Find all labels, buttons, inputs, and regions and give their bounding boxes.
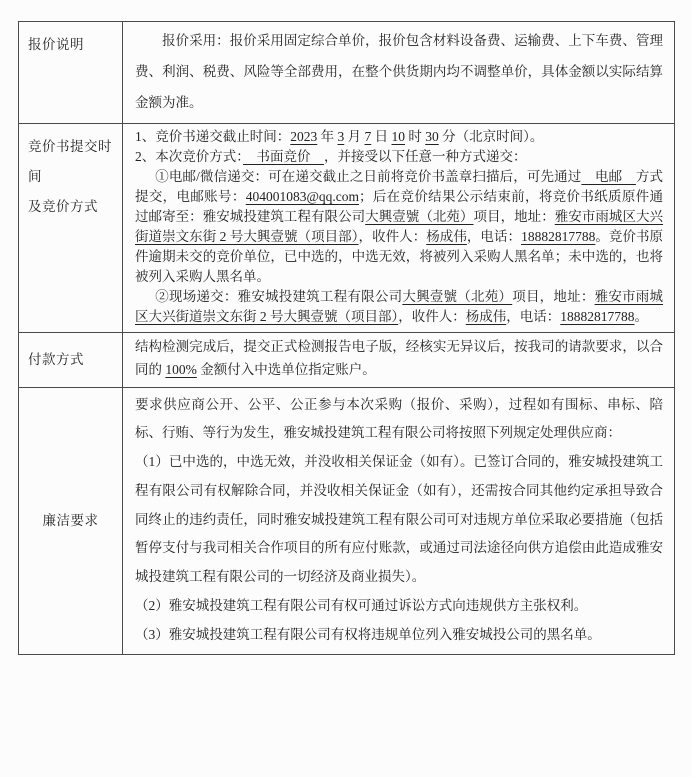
underlined-text: 18882817788 [521,228,596,244]
paragraph: （1）已中选的，中选无效，并没收相关保证金（如有）。已签订合同的，雅安城投建筑工程有限公司有权解除合同，并没收相关保证金（如有），还需按合同其他约定承担导致合同终止的违约责任，同时雅安城投建筑工程有限公司可对违规方单位采取必要措施（包括暂停支付与我司相关合作项目的所有应付账款，或通过司法途径向供方追偿由此造成雅安城投建筑工程有限公司的一切经济及商业损失）。 [135,454,663,585]
row-label-line: 报价说明 [28,37,84,52]
underlined-text: 雅安市雨城区大兴街道崇文东街 2 号大興壹號（项目部） [135,288,664,324]
underlined-text: 18882817788 [560,308,635,324]
paragraph: （3）雅安城投建筑工程有限公司有权将违规单位列入雅安城投公司的黑名单。 [135,626,601,642]
row-label [19,124,123,333]
underlined-text: 大興壹號（北苑） [402,288,513,304]
table-row [19,387,675,655]
underlined-text: 2023 [290,129,318,145]
row-label-line: 及竞价方式 [28,198,98,214]
underlined-text: 电邮 [581,169,636,185]
row-content [123,124,675,333]
procurement-terms-table [18,21,675,655]
row-content [123,22,675,124]
paragraph: ②现场递交：雅安城投建筑工程有限公司大興壹號（北苑）项目，地址：雅安市雨城区大兴街道崇文东街 2 号大興壹號（项目部），收件人：杨成伟，电话：18882817788。 [135,288,664,324]
paragraph: ①电邮/微信递交：可在递交截止之日前将竞价书盖章扫描后，可先通过 电邮 方式提交，电邮账号：404001083@qq.com；后在竞价结果公示结束前，将竞价书纸质原件通过邮寄至：雅安城投建筑工程有限公司大興壹號（北苑）项目，地址：雅安市雨城区大兴街道崇文东街 2 号大興壹號（项目部），收件人：杨成伟，电话：18882817788。竞价书原件逾期未交的竞价单位，已中选的，中选无效，将被列入采购人黑名单；未中选的，也将被列入采购人黑名单。 [135,169,664,284]
table-row [19,124,675,333]
row-content [123,387,675,655]
underlined-text: 3 [337,129,345,145]
table-row [19,332,675,387]
underlined-text: 书面竞价 [243,149,324,165]
underlined-text: 404001083@qq.com [245,189,359,205]
underlined-text: 30 [425,129,439,145]
row-label-line: 竞价书提交时间 [28,139,112,184]
underlined-text: 100% [165,361,197,377]
row-label-line: 付款方式 [28,351,84,367]
paragraph: 1、竞价书递交截止时间：2023 年 3 月 7 日 10 时 30 分（北京时间）。 [135,129,544,145]
table-body [19,22,675,655]
paragraph: 要求供应商公开、公平、公正参与本次采购（报价、采购），过程如有围标、串标、陪标、行贿、等行为发生，雅安城投建筑工程有限公司将按照下列规定处理供应商： [135,396,663,441]
row-label [19,332,123,387]
underlined-text: 杨成伟 [426,228,467,244]
paragraph: 报价采用：报价采用固定综合单价，报价包含材料设备费、运输费、上下车费、管理费、利润、税费、风险等全部费用，在整个供货期内均不调整单价，具体金额以实际结算金额为准。 [135,33,663,111]
underlined-text: 大興壹號（北苑） [365,209,474,225]
underlined-text: 雅安市雨城区大兴街道崇文东街 2 号大興壹號（项目部） [135,209,664,244]
row-content [123,332,675,387]
underlined-text: 10 [391,129,405,145]
underlined-text: 7 [364,129,372,145]
underlined-text: 杨成伟 [465,308,507,324]
paragraph: 2、本次竞价方式： 书面竞价 ，并接受以下任意一种方式递交： [135,149,527,165]
row-label-line: 廉洁要求 [42,513,99,529]
paragraph: 结构检测完成后，提交正式检测报告电子版，经核实无异议后，按我司的请款要求，以合同的 100% 金额付入中选单位指定账户。 [135,338,663,377]
paragraph: （2）雅安城投建筑工程有限公司有权可通过诉讼方式向违规供方主张权利。 [135,597,588,613]
row-label [19,387,123,655]
table-row [19,22,675,124]
row-label [19,22,123,124]
